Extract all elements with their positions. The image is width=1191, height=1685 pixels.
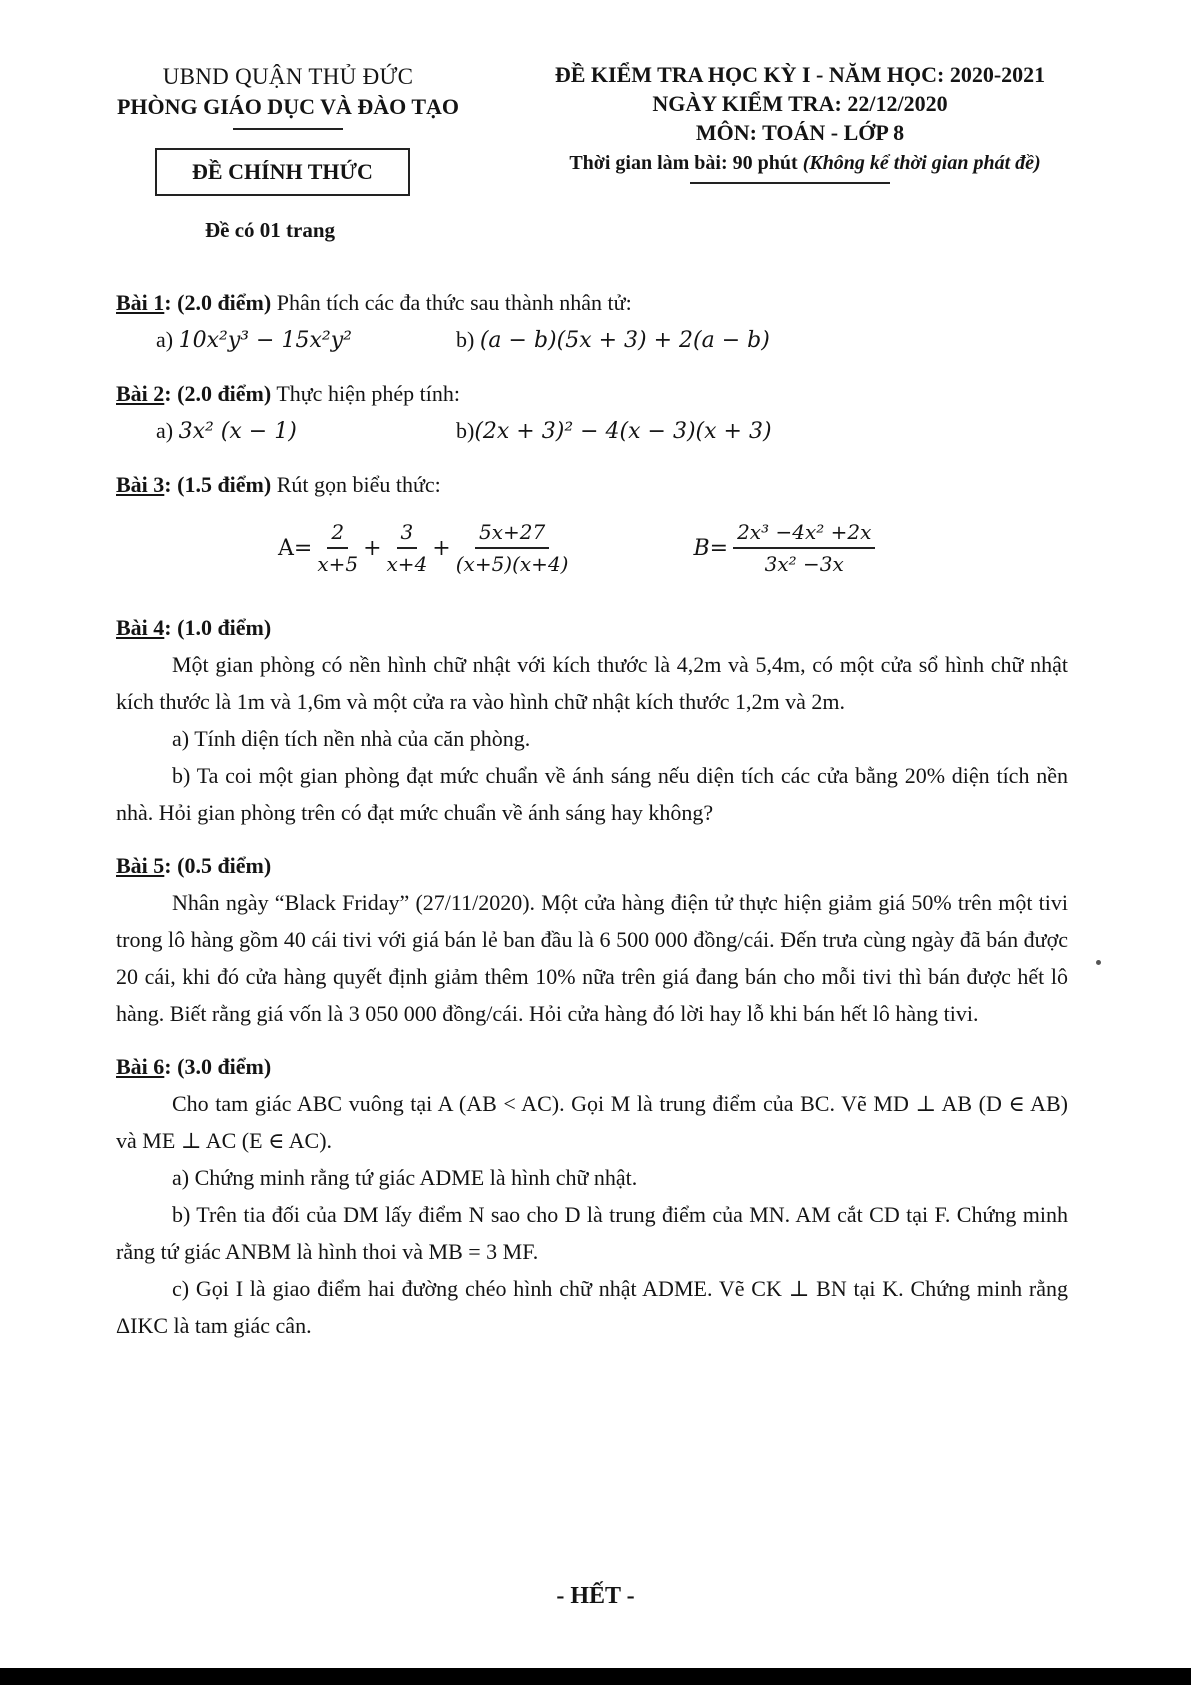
- problem-3-expressions: [116, 503, 1068, 593]
- exam-subject: MÔN: TOÁN - LỚP 8: [695, 120, 905, 145]
- fraction-a1: [317, 517, 358, 579]
- problem-5-number: Bài 5: [116, 853, 165, 878]
- problem-1-heading: [116, 284, 1068, 321]
- problem-6-number: Bài 6: [116, 1054, 165, 1079]
- problem-2a-label: a): [156, 418, 179, 443]
- problem-3-heading: [116, 466, 1068, 503]
- problem-4b: b) Ta coi một gian phòng đạt mức chuẩn về ánh sáng nếu diện tích các cửa bằng 20% diện tích nền nhà. Hỏi gian phòng trên có đạt mức chuẩn về ánh sáng hay không?: [116, 763, 1068, 825]
- problem-1-points: : (2.0 điểm): [164, 290, 272, 315]
- time-underline: [690, 182, 890, 184]
- exam-info-block: [505, 60, 1095, 147]
- problem-6c: c) Gọi I là giao điểm hai đường chéo hình chữ nhật ADME. Vẽ CK ⊥ BN tại K. Chứng minh rằng ΔIKC là tam giác cân.: [116, 1276, 1068, 1338]
- problem-2b-expr: (2x + 3)² − 4(x − 3)(x + 3): [474, 419, 772, 444]
- official-label: ĐỀ CHÍNH THỨC: [192, 159, 373, 184]
- problem-2b-label: b): [456, 418, 475, 443]
- problem-3-title: Rút gọn biểu thức:: [271, 472, 441, 497]
- fraction-b-numerator: 2x³ −4x² +2x: [733, 517, 875, 549]
- problem-2-title: Thực hiện phép tính:: [271, 381, 460, 406]
- problem-6a: a) Chứng minh rằng tứ giác ADME là hình chữ nhật.: [172, 1165, 638, 1190]
- problem-5-points: : (0.5 điểm): [164, 853, 272, 878]
- problem-1b-expr: (a − b)(5x + 3) + 2(a − b): [479, 328, 770, 353]
- fraction-b-denominator: 3x² −3x: [764, 552, 844, 576]
- fraction-a3: [456, 517, 569, 579]
- organization-block: [88, 62, 488, 130]
- plus-sign-1: +: [363, 535, 382, 561]
- problem-4a: a) Tính diện tích nền nhà của căn phòng.: [172, 726, 531, 751]
- problem-5-statement: Nhân ngày “Black Friday” (27/11/2020). Một cửa hàng điện tử thực hiện giảm giá 50% trên một tivi trong lô hàng gồm 40 cái tivi với giá bán lẻ ban đầu là 6 500 000 đồng/cái. Đến trưa cùng ngày đã bán được 20 cái, khi đó cửa hàng quyết định giảm thêm 10% nữa trên giá đang bán cho mỗi tivi thì bán được hết lô hàng. Biết rằng giá vốn là 3 050 000 đồng/cái. Hỏi cửa hàng đó lời hay lỗ khi bán hết lô hàng tivi.: [116, 890, 1068, 1026]
- problem-2-points: : (2.0 điểm): [164, 381, 272, 406]
- exam-date: NGÀY KIỂM TRA: 22/12/2020: [652, 91, 948, 116]
- scan-speck: [1096, 960, 1101, 965]
- problem-3-number: Bài 3: [116, 472, 165, 497]
- fraction-a3-numerator: 5x+27: [475, 517, 549, 549]
- scan-bottom-bar: [0, 1668, 1191, 1685]
- expr-b-label: B=: [693, 535, 729, 561]
- problem-4-statement: Một gian phòng có nền hình chữ nhật với kích thước là 4,2m và 5,4m, có một cửa sổ hình chữ nhật kích thước là 1m và 1,6m và một cửa ra vào hình chữ nhật kích thước 1,2m và 2m.: [116, 652, 1068, 714]
- expr-a-label: A=: [278, 535, 313, 561]
- problem-6b: b) Trên tia đối của DM lấy điểm N sao cho D là trung điểm của MN. AM cắt CD tại F. Chứng minh rằng tứ giác ANBM là hình thoi và MB = 3 MF.: [116, 1202, 1068, 1264]
- exam-content: [116, 280, 1068, 1344]
- org-line-1: UBND QUẬN THỦ ĐỨC: [162, 64, 414, 89]
- problem-2-heading: [116, 375, 1068, 412]
- problem-5-heading: [116, 847, 1068, 884]
- problem-6-statement: Cho tam giác ABC vuông tại A (AB < AC). Gọi M là trung điểm của BC. Vẽ MD ⊥ AB (D ∈ AB) và ME ⊥ AC (E ∈ AC).: [116, 1091, 1068, 1153]
- exam-time: [505, 152, 1105, 175]
- fraction-a2-denominator: x+4: [386, 552, 428, 576]
- problem-4-number: Bài 4: [116, 615, 165, 640]
- problem-1a-expr: 10x²y³ − 15x²y²: [178, 328, 352, 353]
- pages-note: Đề có 01 trang: [205, 218, 336, 242]
- fraction-a2: [387, 517, 428, 579]
- plus-sign-2: +: [432, 535, 451, 561]
- end-marker: - HẾT -: [556, 1583, 635, 1609]
- time-note: (Không kể thời gian phát đề): [802, 152, 1041, 174]
- exam-title: ĐỀ KIỂM TRA HỌC KỲ I - NĂM HỌC: 2020-2021: [554, 62, 1046, 87]
- official-label-box: [155, 148, 410, 196]
- org-line-2: PHÒNG GIÁO DỤC VÀ ĐÀO TẠO: [116, 94, 460, 119]
- problem-6-points: : (3.0 điểm): [164, 1054, 272, 1079]
- problem-1b-label: b): [456, 327, 480, 352]
- time-value: 90 phút: [732, 152, 798, 174]
- problem-6-heading: [116, 1048, 1068, 1085]
- problem-4-points: : (1.0 điểm): [164, 615, 272, 640]
- fraction-b: [733, 517, 875, 579]
- problem-1a-label: a): [156, 327, 179, 352]
- fraction-a3-denominator: (x+5)(x+4): [455, 552, 569, 576]
- problem-1-items: [116, 321, 1068, 359]
- time-label: Thời gian làm bài:: [569, 152, 728, 174]
- problem-2a-expr: 3x² (x − 1): [178, 419, 297, 444]
- fraction-a2-numerator: 3: [397, 517, 418, 549]
- org-underline: [233, 128, 343, 130]
- problem-4-heading: [116, 609, 1068, 646]
- problem-3-points: : (1.5 điểm): [164, 472, 272, 497]
- problem-2-items: [116, 412, 1068, 450]
- fraction-a1-denominator: x+5: [317, 552, 359, 576]
- problem-1-number: Bài 1: [116, 290, 165, 315]
- problem-2-number: Bài 2: [116, 381, 165, 406]
- problem-1-title: Phân tích các đa thức sau thành nhân tử:: [271, 290, 632, 315]
- fraction-a1-numerator: 2: [327, 517, 348, 549]
